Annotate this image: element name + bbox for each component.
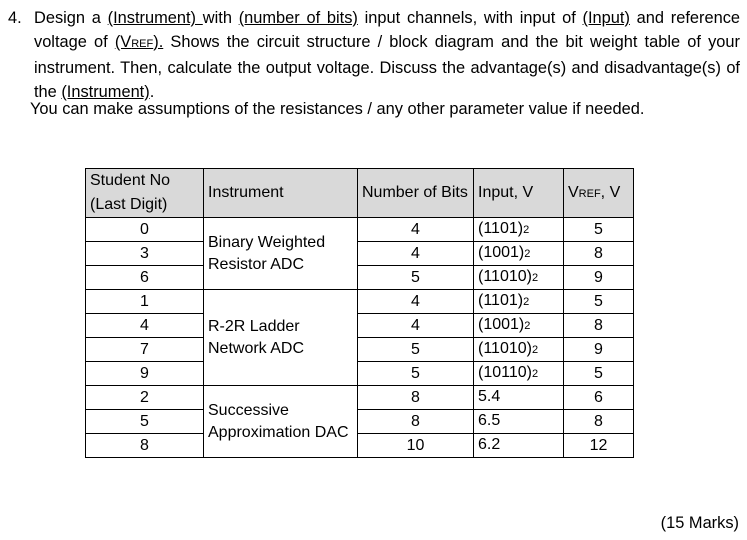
cell-vref: 5 bbox=[564, 290, 634, 314]
input-value: 5.4 bbox=[478, 388, 501, 405]
q-vref-open: (V bbox=[114, 33, 132, 51]
input-value: (10110) bbox=[478, 364, 532, 381]
cell-vref: 8 bbox=[564, 410, 634, 434]
cell-student: 8 bbox=[86, 434, 204, 458]
cell-vref: 5 bbox=[564, 218, 634, 242]
cell-instrument: Successive Approximation DAC bbox=[204, 386, 358, 458]
q-bits: (number of bits) bbox=[238, 9, 358, 27]
input-value: (1101) bbox=[478, 292, 524, 309]
cell-vref: 6 bbox=[564, 386, 634, 410]
cell-input bbox=[474, 338, 564, 362]
cell-bits: 4 bbox=[358, 290, 474, 314]
q-seg6: . bbox=[149, 83, 155, 101]
input-value: (1101) bbox=[478, 220, 524, 237]
q-seg3: input channels, with input of bbox=[357, 9, 583, 27]
cell-student: 4 bbox=[86, 314, 204, 338]
cell-input bbox=[474, 290, 564, 314]
header-vref bbox=[564, 169, 634, 218]
cell-vref: 8 bbox=[564, 314, 634, 338]
table-row bbox=[86, 386, 634, 410]
q-instrument2: (Instrument) bbox=[61, 83, 150, 101]
marks-label: (15 Marks) bbox=[660, 514, 739, 532]
cell-student: 5 bbox=[86, 410, 204, 434]
cell-instrument: R-2R Ladder Network ADC bbox=[204, 290, 358, 386]
cell-vref: 8 bbox=[564, 242, 634, 266]
cell-vref: 12 bbox=[564, 434, 634, 458]
cell-bits: 5 bbox=[358, 362, 474, 386]
table-row bbox=[86, 266, 634, 290]
cell-input bbox=[474, 314, 564, 338]
cell-vref: 9 bbox=[564, 338, 634, 362]
q-seg5: Shows the circuit structure / block diagram and the bit weight table of your instrument. Then, calculate the output voltage. Discuss the advantage(s) and disadvantage(s) of the bbox=[34, 33, 740, 101]
cell-vref: 9 bbox=[564, 266, 634, 290]
header-bits: Number of Bits bbox=[358, 169, 474, 218]
cell-student: 1 bbox=[86, 290, 204, 314]
q-vref-sub: REF bbox=[131, 38, 154, 50]
question-text bbox=[8, 6, 740, 104]
q-vref bbox=[115, 33, 163, 51]
cell-bits: 8 bbox=[358, 410, 474, 434]
input-value: 6.2 bbox=[478, 436, 501, 453]
cell-input bbox=[474, 266, 564, 290]
assumption-note: You can make assumptions of the resistances / any other parameter value if needed. bbox=[30, 100, 645, 118]
table-row bbox=[86, 338, 634, 362]
cell-student: 9 bbox=[86, 362, 204, 386]
input-base: 2 bbox=[524, 248, 531, 260]
input-value: (1001) bbox=[478, 316, 525, 333]
q-seg1: Design a bbox=[34, 9, 108, 27]
cell-student: 2 bbox=[86, 386, 204, 410]
cell-student: 3 bbox=[86, 242, 204, 266]
table-row bbox=[86, 242, 634, 266]
cell-bits: 8 bbox=[358, 386, 474, 410]
header-student: Student No (Last Digit) bbox=[86, 169, 204, 218]
cell-vref: 5 bbox=[564, 362, 634, 386]
cell-input bbox=[474, 242, 564, 266]
table-row bbox=[86, 362, 634, 386]
table-row bbox=[86, 314, 634, 338]
cell-student: 0 bbox=[86, 218, 204, 242]
input-base: 2 bbox=[524, 320, 531, 332]
input-value: (11010) bbox=[478, 340, 532, 357]
header-vref-main: V bbox=[568, 183, 579, 201]
header-row bbox=[86, 169, 634, 218]
header-input: Input, V bbox=[474, 169, 564, 218]
cell-bits: 5 bbox=[358, 338, 474, 362]
input-base: 2 bbox=[523, 296, 530, 308]
cell-bits: 5 bbox=[358, 266, 474, 290]
input-value: (11010) bbox=[478, 268, 532, 285]
table-row bbox=[86, 410, 634, 434]
input-base: 2 bbox=[531, 272, 539, 284]
input-value: (1001) bbox=[478, 244, 525, 261]
cell-bits: 4 bbox=[358, 314, 474, 338]
cell-input bbox=[474, 218, 564, 242]
table-row bbox=[86, 290, 634, 314]
cell-bits: 4 bbox=[358, 242, 474, 266]
cell-input bbox=[474, 386, 564, 410]
input-value: 6.5 bbox=[478, 412, 501, 429]
input-base: 2 bbox=[523, 224, 530, 236]
question-number: 4. bbox=[8, 9, 22, 27]
q-seg4: and reference voltage of bbox=[34, 9, 741, 51]
cell-student: 6 bbox=[86, 266, 204, 290]
header-vref-unit: , V bbox=[600, 183, 621, 201]
cell-instrument: Binary Weighted Resistor ADC bbox=[204, 218, 358, 290]
table-row bbox=[86, 434, 634, 458]
table-row bbox=[86, 218, 634, 242]
q-seg2: with bbox=[202, 9, 239, 27]
q-instrument: (Instrument) bbox=[107, 9, 203, 27]
input-base: 2 bbox=[531, 368, 539, 380]
cell-student: 7 bbox=[86, 338, 204, 362]
cell-input bbox=[474, 362, 564, 386]
header-instrument: Instrument bbox=[204, 169, 358, 218]
cell-input bbox=[474, 434, 564, 458]
question-body bbox=[34, 6, 740, 104]
cell-bits: 10 bbox=[358, 434, 474, 458]
q-input: (Input) bbox=[582, 9, 630, 27]
cell-input bbox=[474, 410, 564, 434]
q-vref-close: ). bbox=[153, 33, 164, 51]
input-base: 2 bbox=[531, 344, 539, 356]
cell-bits: 4 bbox=[358, 218, 474, 242]
header-vref-sub: REF bbox=[578, 187, 601, 200]
assignment-table bbox=[85, 168, 634, 458]
